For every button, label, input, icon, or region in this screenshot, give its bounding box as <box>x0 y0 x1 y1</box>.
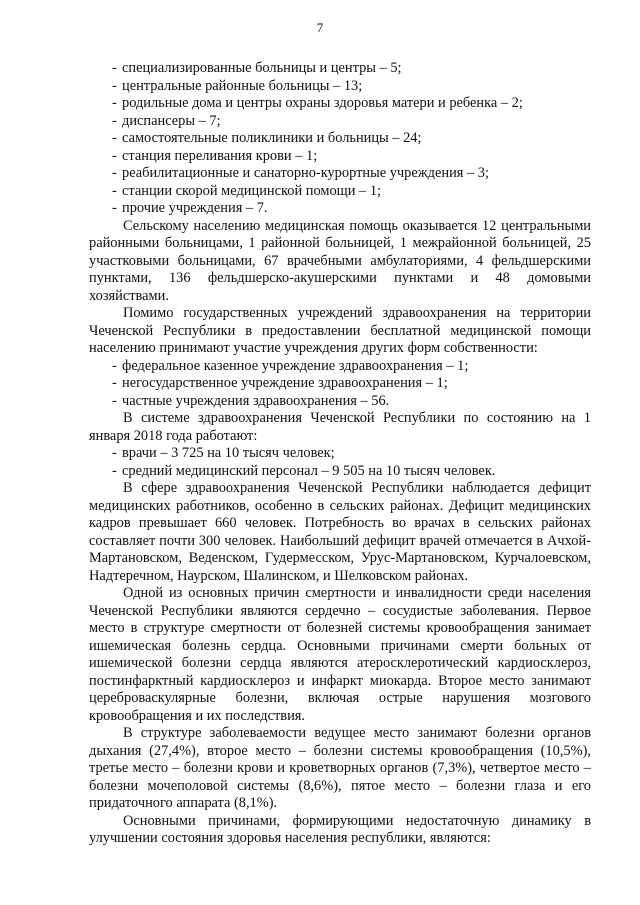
list-item-text: станция переливания крови – 1; <box>122 147 318 164</box>
list-item-text: федеральное казенное учреждение здравоохранения – 1; <box>122 357 469 374</box>
staff-list <box>89 445 591 480</box>
list-item-text: центральные районные больницы – 13; <box>122 77 363 94</box>
list-item <box>89 358 591 376</box>
page-number: 7 <box>316 20 324 35</box>
list-dash: - <box>112 165 117 181</box>
list-item-text: самостоятельные поликлиники и больницы – 24; <box>122 130 422 146</box>
list-dash: - <box>112 182 117 199</box>
list-dash: - <box>112 147 117 164</box>
list-item-text: прочие учреждения – 7. <box>122 200 268 216</box>
list-item <box>89 375 591 393</box>
list-item-text: реабилитационные и санаторно-курортные учреждения – 3; <box>122 165 489 181</box>
list-item-text: средний медицинский персонал – 9 505 на 10 тысяч человек. <box>122 462 496 479</box>
list-item <box>89 148 591 166</box>
list-dash: - <box>112 112 117 129</box>
list-item <box>89 463 591 481</box>
paragraph-staff-deficit: В сфере здравоохранения Чеченской Республики наблюдается дефицит медицинских работников, особенно в сельских районах. Дефицит медицинских кадров превышает 660 человек. Потребность во врачах в сельских районах составляет почти 300 человек. Наибольший дефицит врачей отмечается в Ачхой-Мартановском, Веденском, Гудермесском, Урус-Мартановском, Курчалоевском, Надтеречном, Наурском, Шалинском, и Шелковском районах. <box>89 480 591 584</box>
list-item-text: врачи – 3 725 на 10 тысяч человек; <box>122 445 335 461</box>
list-item <box>89 113 591 131</box>
list-item <box>89 445 591 463</box>
list-item-text: частные учреждения здравоохранения – 56. <box>122 392 390 409</box>
list-item <box>89 200 591 218</box>
list-dash: - <box>112 95 117 111</box>
list-dash: - <box>112 462 117 479</box>
list-item-text: специализированные больницы и центры – 5; <box>122 60 402 76</box>
list-item <box>89 78 591 96</box>
list-item-text: родильные дома и центры охраны здоровья матери и ребенка – 2; <box>122 95 523 111</box>
ownership-list <box>89 358 591 411</box>
list-dash: - <box>112 445 117 461</box>
list-item-text: диспансеры – 7; <box>122 112 221 129</box>
list-dash: - <box>112 200 117 216</box>
list-item <box>89 130 591 148</box>
paragraph-reasons: Основными причинами, формирующими недостаточную динамику в улучшении состояния здоровья населения республики, являются: <box>89 812 591 846</box>
institution-type-list <box>89 60 591 218</box>
list-item-text: негосударственное учреждение здравоохранения – 1; <box>122 375 448 391</box>
list-item <box>89 95 591 113</box>
paragraph-mortality: Одной из основных причин смертности и инвалидности среди населения Чеченской Республики являются сердечно – сосудистые заболевания. Первое место в структуре смертности от болезней системы кровообращения занимает ишемическая болезнь сердца. Основными причинами смерти больных от ишемической болезни сердца являются атеросклеротический кардиосклероз, постинфарктный кардиосклероз и инфаркт миокарда. Второе место занимают цереброваскулярные болезни, включая острые нарушения мозгового кровообращения и их последствия. <box>89 585 591 724</box>
paragraph-other-ownership: Помимо государственных учреждений здравоохранения на территории Чеченской Республики в предоставлении бесплатной медицинской помощи населению принимают участие учреждения других форм собственности: <box>89 305 591 356</box>
list-item <box>89 60 591 78</box>
list-dash: - <box>112 60 117 76</box>
document-body <box>89 60 591 848</box>
list-dash: - <box>112 130 117 146</box>
list-item <box>89 165 591 183</box>
list-dash: - <box>112 357 117 374</box>
list-item <box>89 183 591 201</box>
list-dash: - <box>112 77 117 94</box>
list-item-text: станции скорой медицинской помощи – 1; <box>122 182 382 199</box>
paragraph-staff: В системе здравоохранения Чеченской Республики по состоянию на 1 января 2018 года работают: <box>89 410 591 444</box>
paragraph-morbidity: В структуре заболеваемости ведущее место занимают болезни органов дыхания (27,4%), второе место – болезни системы кровообращения (10,5%), третье место – болезни крови и кроветворных органов (7,3%), четвертое место – болезни мочеполовой системы (8,6%), пятое место – болезни глаза и его придаточного аппарата (8,1%). <box>89 725 591 811</box>
list-dash: - <box>112 375 117 391</box>
list-dash: - <box>112 392 117 409</box>
paragraph-rural-care: Сельскому населению медицинская помощь оказывается 12 центральными районными больницами, 1 районной больницей, 1 межрайонной больницей, 25 участковыми больницами, 67 врачебными амбулаториями, 4 фельдшерскими пунктами, 136 фельдшерско-акушерскими пунктами и 48 домовыми хозяйствами. <box>89 217 591 304</box>
list-item <box>89 393 591 411</box>
